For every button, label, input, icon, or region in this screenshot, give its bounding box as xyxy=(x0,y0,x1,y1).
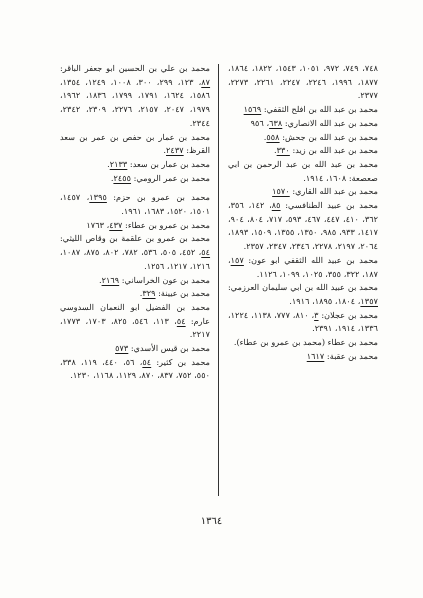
entry-refs: . xyxy=(110,172,114,183)
index-entry xyxy=(228,103,378,117)
entry-refs: ، ١٤٥٧، ١٥٠١، ١٥٢٠، ١٦٨٣، ١٩٦١. xyxy=(60,192,210,217)
entry-underlined-ref: ١٣٥٧ xyxy=(360,295,378,306)
entry-text: محمد بن عمار بن سعد: xyxy=(127,158,210,169)
entry-underlined-ref: ٢١٣٣ xyxy=(109,158,128,169)
column-divider xyxy=(218,64,219,496)
index-column-right xyxy=(228,62,378,363)
entry-text: محمد بن عون الخراساني: xyxy=(119,274,210,285)
entry-text: محمد بن عبد الله بن زيد: xyxy=(289,145,378,156)
entry-text: محمد بن عبيد الله الثقفي ابو عون: xyxy=(243,254,378,265)
entry-text: محمد بن عبد الله بن عبد الرحمن بن ابي صعصعة: ١٦٠٨، ١٩١٤. xyxy=(228,158,378,183)
index-entry xyxy=(60,342,210,356)
index-entry xyxy=(60,301,210,342)
entry-refs: . xyxy=(163,145,167,156)
index-entry xyxy=(228,144,378,158)
entry-refs: ، ١٢٣، ٢٩٩، ٣٠٠، ١٠٠٨، ١٢٤٩، ١٣٥٤، ١٥٨٦، ١٦٢٤، ١٧٩١، ١٧٩٩، ١٨٣٦، ١٩٦٢، ١٩٧٩، ٢٠٤٧، ٢١٥٧، ٢٢٧٦، ٢٣٠٩، ٢٣٤٢، ٢٣٤٤. xyxy=(60,76,211,128)
entry-refs: ، ٨١٠، ٧٧٧، ١١٣٨، ١٢٢٤، ١٣٣٦، ١٩١٤، ٢٣٩١. xyxy=(228,309,378,334)
index-entry xyxy=(60,219,210,233)
index-entry xyxy=(228,158,378,185)
entry-underlined-ref: ٣٢٩ xyxy=(142,288,156,299)
index-entry xyxy=(60,232,210,273)
entry-refs: ، ٤٥٢، ٥٠٥، ٥٣٦، ٧٨٢، ٨٠٢، ٨٧٥، ١٠٨٧، ١٢١٦، ١٢١٧، ١٢٥٦. xyxy=(60,247,210,271)
entry-underlined-ref: ٤٣٧ xyxy=(109,219,123,230)
entry-text: محمد بن كثير: xyxy=(151,356,211,367)
entry-text: محمد بن عمرو بن عطاء: xyxy=(122,219,210,230)
entry-underlined-ref: ١٥٧٠ xyxy=(272,186,290,197)
index-entry xyxy=(60,172,210,186)
index-page xyxy=(60,62,378,532)
entry-refs: . xyxy=(139,288,143,299)
index-entry xyxy=(228,185,378,199)
entry-refs: . xyxy=(107,158,110,169)
index-entry xyxy=(228,336,378,350)
index-entry xyxy=(60,274,210,288)
entry-underlined-ref: ٨٧ xyxy=(201,76,211,87)
entry-underlined-ref: ٢٤٣٧ xyxy=(166,145,184,156)
entry-refs: ، ١٨٧، ٣٢٢، ٣٥٥، ١٠٢٥، ١٠٩٩، ١١٢٦. xyxy=(228,254,378,279)
entry-text: محمد بن عبد الله القاري: xyxy=(289,186,378,197)
index-entry xyxy=(228,254,378,281)
entry-underlined-ref: ٥٧٣ xyxy=(115,343,129,354)
index-entry xyxy=(228,131,378,145)
entry-text: محمد بن عيينة: xyxy=(155,288,210,299)
entry-text: محمد بن عبيد الله بن ابي سليمان العرزمي: xyxy=(228,282,378,293)
entry-refs: ، ١٤٢، ٣٥٦، ٣٦٢، ٤١٠، ٤٤٧، ٤٦٧، ٥٩٣، ٧١٧، ٨٠٤، ٩٠٤، ١٤١٧، ٩٣٣، ٩٨٥، ١٣٥٠، ١٣٥٥، ١٥٠٩، ١٨٩٣، ٢٠٦٤، ٢١٩٧، ٢٢٧٨، ٢٣٤٦، ٢٣٤٧، ٢٣٥٧. xyxy=(228,200,379,252)
entry-text: محمد بن عبد الله بن افلح الثقفي: xyxy=(261,104,378,115)
index-entry xyxy=(228,350,378,364)
entry-underlined-ref: ١٣٩٥ xyxy=(89,192,107,203)
index-entry xyxy=(60,287,210,301)
entry-text: محمد بن الفضيل ابو النعمان السدوسي عارم: xyxy=(60,301,211,326)
entry-refs: . xyxy=(263,131,267,142)
index-entry xyxy=(60,158,210,172)
entry-underlined-ref: ٥٤ xyxy=(142,356,152,367)
entry-refs: ، ١٧٦٣ xyxy=(86,219,110,230)
entry-underlined-ref: ١٥٧ xyxy=(230,254,244,265)
index-entry xyxy=(228,281,378,308)
entry-underlined-ref: ٥٤ xyxy=(201,247,211,258)
entry-refs: ، ٥٦، ٤٤٠، ١١٩، ٣٣٨، ٥٥٠، ٧٥٢، ٨٣٧، ٨٧٠، ١١٢٩، ١١٦٨، ١٢٣٠. xyxy=(60,356,210,381)
entry-text: محمد بن علي بن الحسين ابو جعفر الباقر: xyxy=(60,63,210,73)
entry-underlined-ref: ٦٣٨ xyxy=(269,117,283,128)
entry-underlined-ref: ٨٥ xyxy=(271,200,281,211)
entry-text: محمد بن عمرو بن علقمة بن وقاص الليثي: xyxy=(60,233,210,244)
entry-text: محمد بن قيس الأسدي: xyxy=(128,343,210,354)
entry-text: محمد بن عجلان: xyxy=(318,309,379,320)
index-entry xyxy=(228,62,378,103)
entry-text: محمد بن عمار بن حفص بن عمر بن سعد القرظ: xyxy=(60,131,210,156)
index-entry xyxy=(60,131,210,158)
entry-text: محمد بن عبد الله بن جحش: xyxy=(279,131,378,142)
index-entry xyxy=(228,199,378,254)
index-column-left xyxy=(60,62,210,383)
entry-refs: . xyxy=(274,145,277,156)
entry-refs: ، ١١٣، ٥٤٦، ٨٢٥، ١٧٠٣، ١٧٧٣، ٢٢١٧. xyxy=(60,315,210,340)
entry-underlined-ref: ١٥٦٩ xyxy=(243,104,262,115)
index-entry xyxy=(228,117,378,131)
entry-underlined-ref: ٣ xyxy=(314,309,319,320)
entry-text: محمد بن عقبة: xyxy=(324,350,378,361)
index-entry xyxy=(60,356,210,383)
entry-text: ٧٤٨، ٧٤٩، ٩٧٢، ١٠٥١، ١٥٤٣، ١٨٢٢، ١٨٦٤، ١٨٧٧، ١٩٩٦، ٢٢٤٦، ٢٢٤٧، ٢٢٦١، ٢٢٧٣، ٢٣٧٧. xyxy=(228,63,379,101)
index-entry xyxy=(228,309,378,336)
entry-underlined-ref: ٢٤٥٥ xyxy=(113,172,132,183)
entry-refs: ، ٩٥٦ xyxy=(250,117,270,128)
entry-underlined-ref: ٥٤ xyxy=(176,315,186,326)
entry-text: محمد بن عبيد الطنافسي: xyxy=(280,200,379,211)
entry-text: محمد بن عطاء (محمد بن عمرو بن عطاء). xyxy=(233,337,378,348)
entry-text: محمد بن عمرو بن حزم: xyxy=(106,192,211,203)
entry-refs: . xyxy=(98,274,102,285)
entry-underlined-ref: ٢١٦٩ xyxy=(101,274,120,285)
entry-underlined-ref: ٣٣٠ xyxy=(276,145,290,156)
index-entry xyxy=(60,191,210,218)
entry-underlined-ref: ٥٥٨ xyxy=(266,131,280,142)
entry-underlined-ref: ١٦١٧ xyxy=(306,350,325,361)
entry-text: محمد بن عبد الله الانصاري: xyxy=(282,117,378,128)
entry-refs: ، ١٨٠٤، ١٨٩٥، ١٩١٦. xyxy=(289,295,361,306)
index-entry xyxy=(60,62,210,131)
entry-text: محمد بن عمر الرومي: xyxy=(131,172,210,183)
page-number: ١٣٦٤ xyxy=(200,516,223,527)
